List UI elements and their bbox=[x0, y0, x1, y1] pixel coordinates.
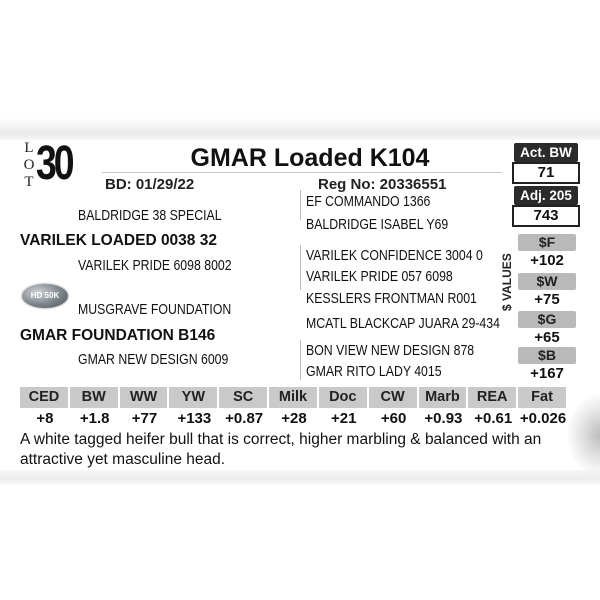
epd-header: CW bbox=[369, 387, 417, 408]
pedigree-ggs-4: BON VIEW NEW DESIGN 878 bbox=[306, 342, 475, 359]
lot-letter: T bbox=[24, 174, 34, 190]
act-bw-value: 71 bbox=[512, 162, 580, 184]
dollar-f-label: $F bbox=[518, 234, 576, 251]
lot-label bbox=[22, 140, 36, 191]
dollar-values-label: $ VALUES bbox=[500, 253, 514, 311]
pedigree-dam-dam: GMAR NEW DESIGN 6009 bbox=[78, 351, 229, 368]
epd-header: BW bbox=[70, 387, 118, 408]
animal-name: GMAR Loaded K104 bbox=[190, 144, 430, 172]
bracket-line bbox=[300, 190, 301, 220]
reg-number: 20336551 bbox=[379, 176, 447, 193]
paper-edge-top bbox=[0, 118, 600, 140]
epd-header-row bbox=[20, 387, 568, 408]
epd-value: +0.026 bbox=[519, 410, 567, 427]
adj-205-value: 743 bbox=[512, 205, 580, 227]
epd-header: CED bbox=[20, 387, 68, 408]
dollar-g-value: +65 bbox=[534, 329, 560, 346]
lot-letter: L bbox=[24, 140, 34, 156]
pedigree-sire: VARILEK LOADED 0038 32 bbox=[20, 232, 217, 249]
bracket-line bbox=[300, 340, 301, 380]
reg-label: Reg No: bbox=[318, 176, 376, 193]
pedigree-dam: GMAR FOUNDATION B146 bbox=[20, 327, 216, 344]
epd-value: +28 bbox=[281, 410, 307, 427]
dollar-g-label: $G bbox=[518, 311, 576, 328]
title-rule bbox=[102, 172, 502, 173]
pedigree-ggs-1: EF COMMANDO 1366 bbox=[306, 193, 431, 210]
pedigree-dam-sire: MUSGRAVE FOUNDATION bbox=[78, 301, 232, 318]
pedigree-ggd-3: MCATL BLACKCAP JUARA 29-434 bbox=[306, 315, 500, 332]
pedigree-ggd-1: BALDRIDGE ISABEL Y69 bbox=[306, 216, 449, 233]
epd-header: REA bbox=[468, 387, 516, 408]
dollar-b-value: +167 bbox=[530, 365, 564, 382]
epd-value: +21 bbox=[331, 410, 357, 427]
epd-value: +133 bbox=[177, 410, 212, 427]
epd-value: +0.93 bbox=[424, 410, 463, 427]
epd-value: +0.87 bbox=[225, 410, 264, 427]
registration bbox=[318, 176, 446, 193]
epd-header: Milk bbox=[269, 387, 317, 408]
pedigree-sire-sire: BALDRIDGE 38 SPECIAL bbox=[78, 207, 222, 224]
pedigree-ggd-2: VARILEK PRIDE 057 6098 bbox=[306, 268, 453, 285]
bracket-line bbox=[300, 245, 301, 290]
epd-header: YW bbox=[169, 387, 217, 408]
act-bw-label: Act. BW bbox=[514, 143, 578, 162]
epd-header: SC bbox=[219, 387, 267, 408]
epd-value: +60 bbox=[380, 410, 407, 427]
pedigree-ggd-4: GMAR RITO LADY 4015 bbox=[306, 363, 442, 380]
lot-letter: O bbox=[23, 157, 35, 173]
epd-value: +8 bbox=[36, 410, 54, 427]
lot-number: 30 bbox=[36, 137, 72, 190]
epd-header: Marb bbox=[419, 387, 467, 408]
epd-header: WW bbox=[120, 387, 168, 408]
epd-value: +77 bbox=[131, 410, 158, 427]
epd-header: Doc bbox=[319, 387, 367, 408]
epd-value: +0.61 bbox=[474, 410, 513, 427]
epd-header: Fat bbox=[518, 387, 566, 408]
dollar-f-value: +102 bbox=[530, 252, 564, 269]
epd-value: +1.8 bbox=[79, 410, 110, 427]
lot-description: A white tagged heifer bull that is correct, higher marbling & balanced with an attractive yet masculine head. bbox=[20, 431, 542, 468]
epd-value-row bbox=[20, 409, 568, 429]
hd50k-badge-icon: HD 50K bbox=[22, 284, 68, 308]
dollar-b-label: $B bbox=[518, 347, 576, 364]
paper-edge-bottom bbox=[0, 470, 600, 486]
adj-205-label: Adj. 205 bbox=[514, 186, 578, 205]
dollar-w-value: +75 bbox=[534, 291, 560, 308]
dollar-w-label: $W bbox=[518, 273, 576, 290]
pedigree-ggs-3: KESSLERS FRONTMAN R001 bbox=[306, 290, 477, 307]
pedigree-sire-dam: VARILEK PRIDE 6098 8002 bbox=[78, 257, 232, 274]
birth-date: BD: 01/29/22 bbox=[105, 176, 195, 193]
pedigree-ggs-2: VARILEK CONFIDENCE 3004 0 bbox=[306, 247, 483, 264]
